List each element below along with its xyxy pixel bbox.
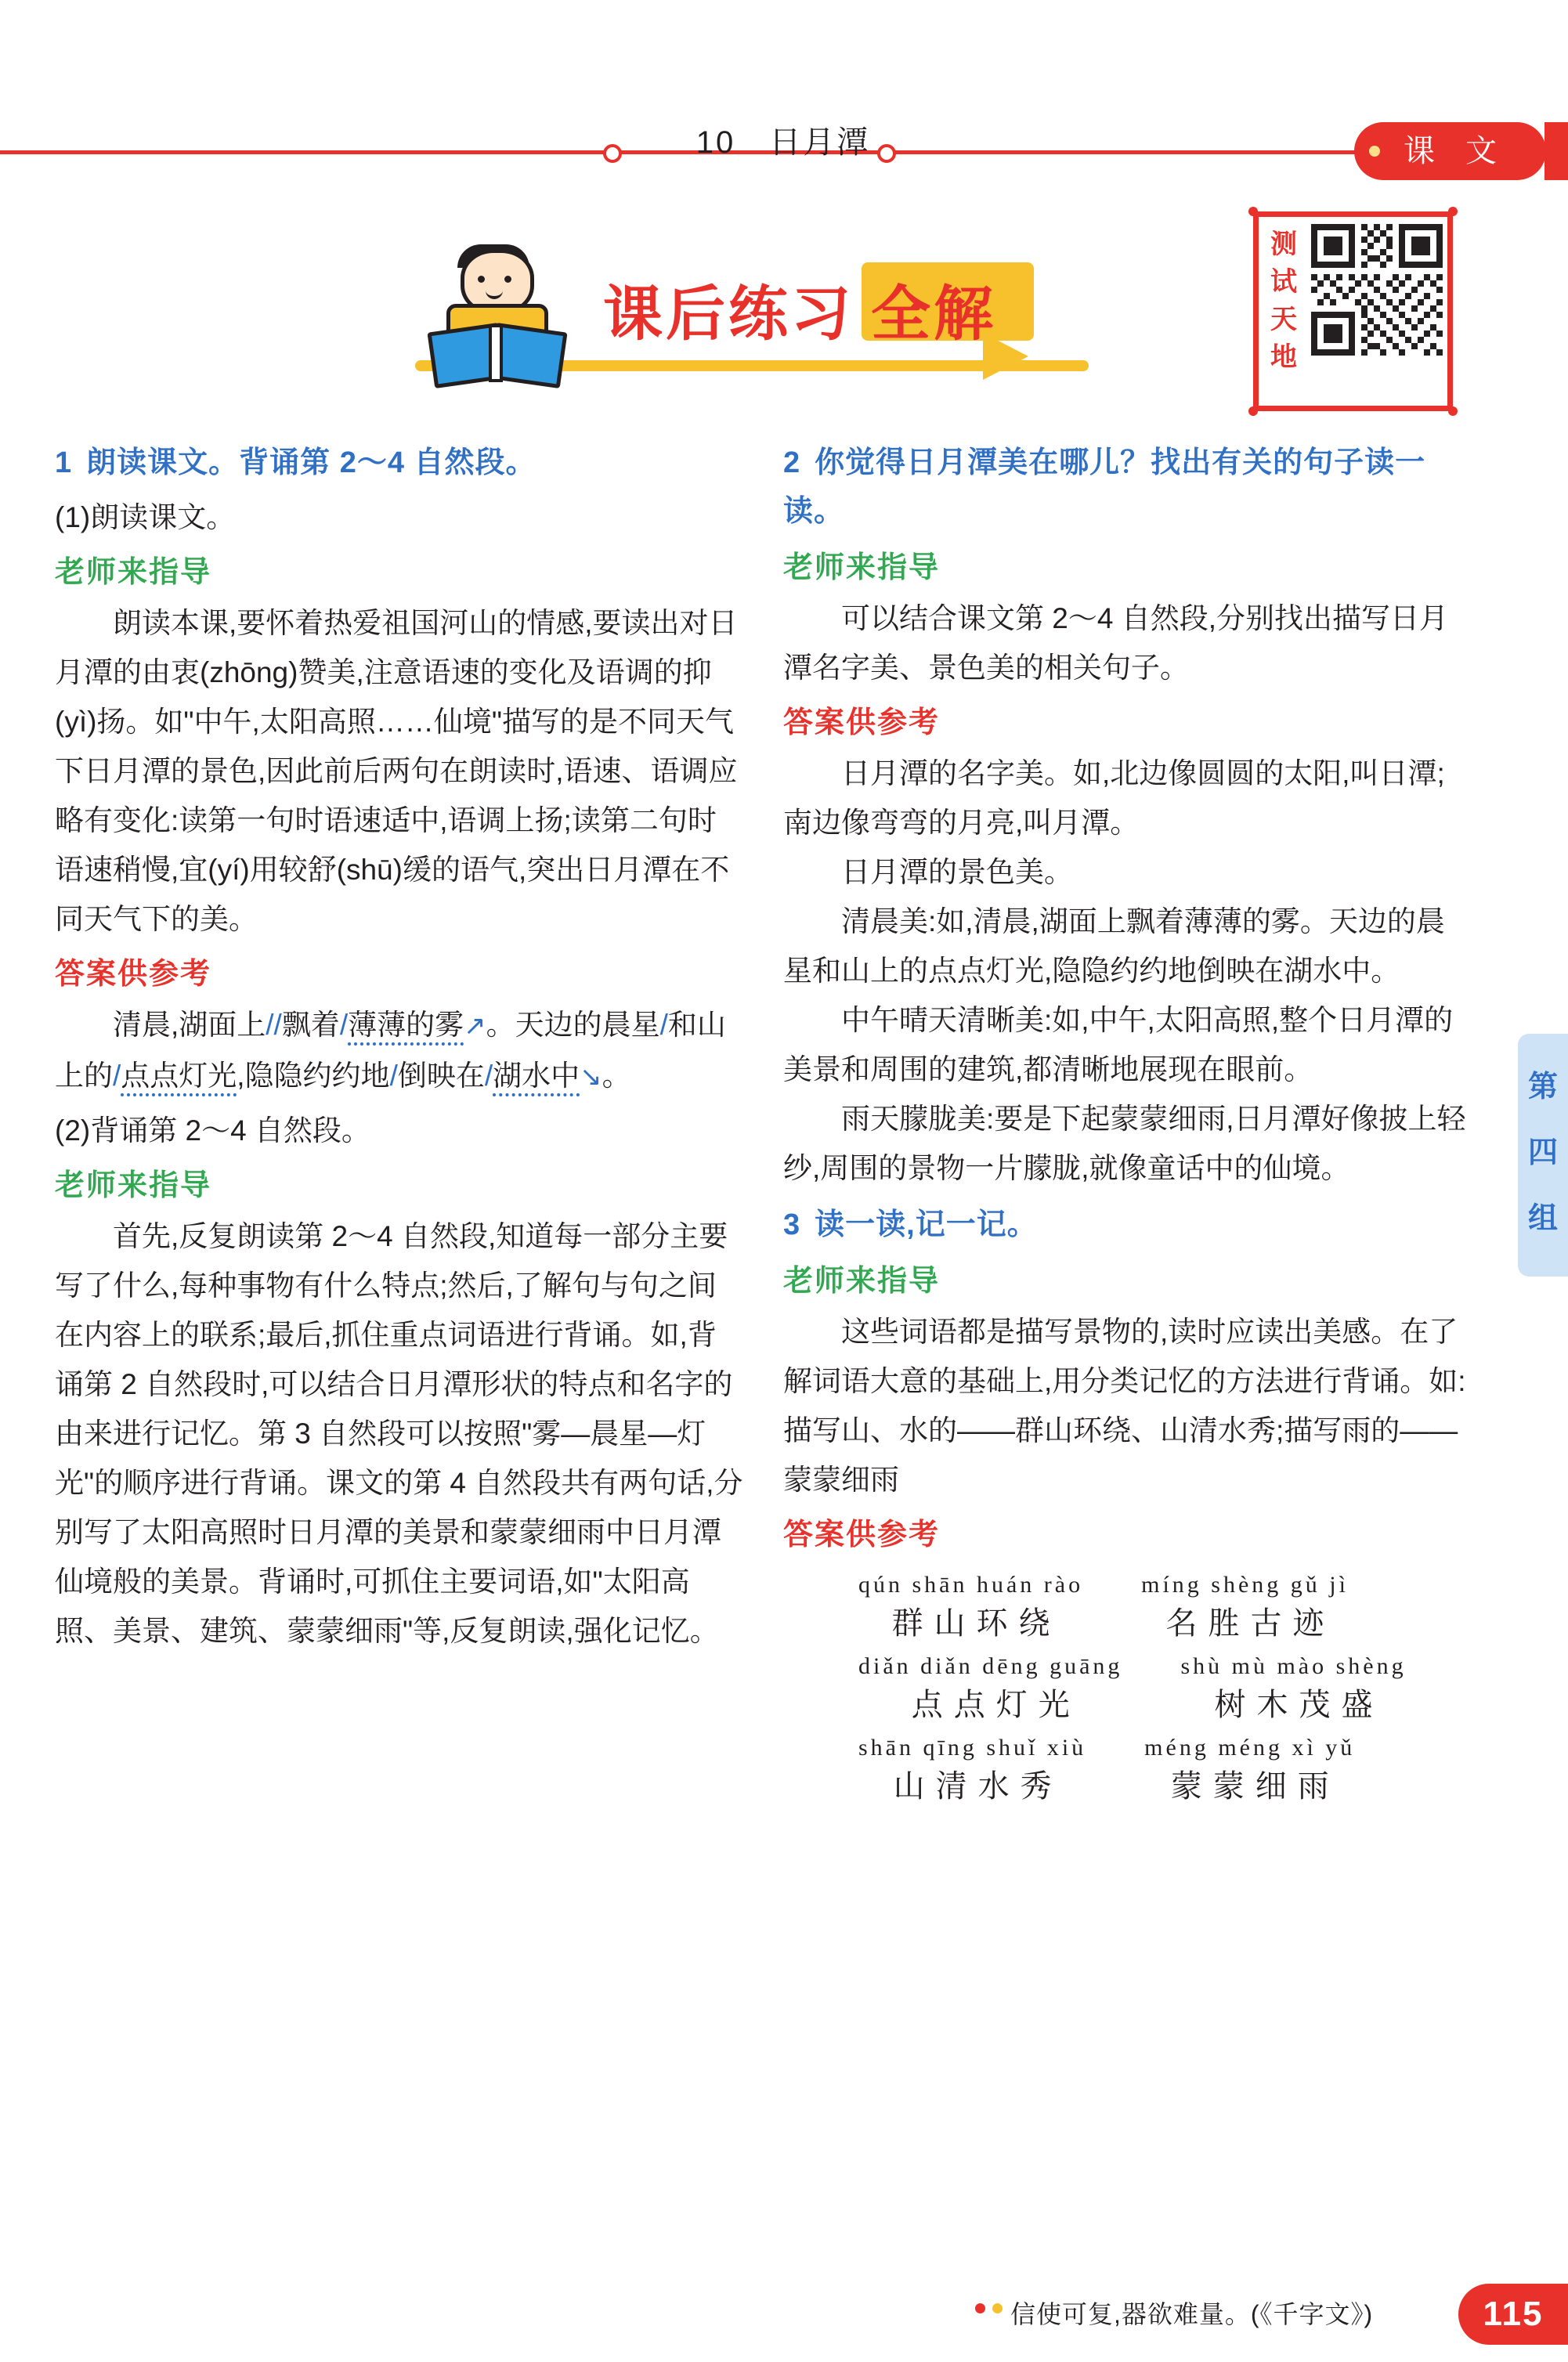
reading-text: 。天边的晨星 — [486, 1009, 660, 1041]
teacher-guide-tag-2: 老师来指导 — [55, 1169, 212, 1202]
left-column — [55, 439, 744, 1656]
pinyin-word-row — [858, 1732, 1472, 1808]
pinyin-text: diǎn diǎn dēng guāng — [858, 1653, 1123, 1679]
reading-pause-slash: // — [266, 1009, 282, 1041]
answer-reference-tag-q2: 答案供参考 — [783, 706, 941, 739]
banner-title-highlight: 全解 — [871, 282, 996, 348]
intonation-arrow-icon: ↗ — [464, 1011, 486, 1041]
teacher-guide-tag-q3: 老师来指导 — [783, 1265, 941, 1298]
footer-quote: 信使可复,器欲难量。(《千字文》) — [1010, 2300, 1374, 2328]
pinyin-word-row — [858, 1569, 1472, 1645]
reading-text: 飘着 — [281, 1009, 340, 1041]
corner-tab-edge — [1545, 122, 1568, 180]
reading-boy-icon — [423, 243, 564, 384]
answer-reference-tag: 答案供参考 — [55, 958, 212, 991]
hanzi-text: 群山环绕 — [891, 1606, 1061, 1641]
answer-paragraph-5: 雨天朦胧美:要是下起蒙蒙细雨,日月潭好像披上轻纱,周围的景物一片朦胧,就像童话中的仙境。 — [783, 1103, 1466, 1184]
intonation-arrow-icon: ↘ — [580, 1062, 602, 1092]
teacher-guide-tag: 老师来指导 — [55, 556, 212, 589]
pinyin-word-item — [1141, 1569, 1349, 1645]
question-3-title: 读一读,记一记。 — [815, 1208, 1038, 1241]
qr-code-stamp[interactable] — [1253, 211, 1453, 411]
question-3-heading — [783, 1201, 1472, 1249]
emphasis-dotted-word: 湖水中 — [493, 1060, 580, 1096]
teacher-guide-text: 朗读本课,要怀着热爱祖国河山的情感,要读出对日月潭的由衷(zhōng)赞美,注意语速的变化及语调的抑(yì)扬。如"中午,太阳高照……仙境"描写的是不同天气下日月潭的景色,因此前后两句在朗读时,语速、语调应略有变化:读第一句时语速适中,语调上扬;读第二句时语速稍慢,宜(yí)用较舒(shū)缓的语气,突出日月潭在不同天气下的美。 — [55, 607, 738, 935]
reading-text: 。 — [602, 1060, 631, 1092]
reading-text: 和山上的 — [55, 1009, 726, 1092]
corner-tab-dot-icon — [1369, 146, 1380, 157]
reading-pause-slash: / — [113, 1060, 121, 1092]
banner-title: 课后练习 — [603, 282, 854, 348]
reading-pause-slash: / — [389, 1060, 398, 1092]
pinyin-word-row — [858, 1650, 1472, 1727]
banner-arrow-icon — [983, 333, 1028, 380]
pinyin-word-list — [783, 1569, 1472, 1808]
pinyin-text: méng méng xì yǔ — [1144, 1735, 1356, 1761]
qr-code-icon — [1311, 224, 1443, 356]
question-3-number: 3 — [783, 1208, 801, 1241]
reading-text: 清晨,湖面上 — [113, 1009, 266, 1041]
pinyin-text: míng shèng gǔ jì — [1141, 1572, 1349, 1598]
corner-tab-label: 课 文 — [1354, 122, 1546, 180]
answer-paragraph-4: 中午晴天清晰美:如,中午,太阳高照,整个日月潭的美景和周围的建筑,都清晰地展现在眼前。 — [783, 1004, 1454, 1085]
answer-paragraph-1: 日月潭的名字美。如,北边像圆圆的太阳,叫日潭;南边像弯弯的月亮,叫月潭。 — [783, 757, 1445, 839]
teacher-guide-text-q2: 可以结合课文第 2～4 自然段,分别找出描写日月潭名字美、景色美的相关句子。 — [783, 602, 1448, 684]
hanzi-text: 树木茂盛 — [1214, 1688, 1384, 1722]
answer-reference-tag-q3: 答案供参考 — [783, 1519, 941, 1551]
hanzi-text: 名胜古迹 — [1165, 1606, 1335, 1641]
qr-label: 测试天地 — [1270, 229, 1297, 372]
pinyin-word-item — [858, 1732, 1086, 1808]
page-number: 115 — [1458, 2284, 1568, 2345]
qr-corner-dot-icon — [1448, 207, 1458, 216]
hanzi-text: 点点灯光 — [911, 1688, 1081, 1722]
reading-pause-slash: / — [659, 1009, 668, 1041]
unit-side-tab — [1518, 1034, 1568, 1277]
hanzi-text: 蒙蒙细雨 — [1170, 1769, 1340, 1804]
answer-paragraph-2: 日月潭的景色美。 — [841, 856, 1073, 888]
question-1-part2-label: (2)背诵第 2～4 自然段。 — [55, 1114, 370, 1147]
question-2-title: 你觉得日月潭美在哪儿？找出有关的句子读一读。 — [783, 446, 1426, 528]
qr-corner-dot-icon — [1248, 406, 1258, 416]
teacher-guide-tag-q2: 老师来指导 — [783, 551, 941, 584]
page-header — [0, 117, 1568, 172]
pinyin-word-item — [1144, 1732, 1355, 1808]
question-1-number: 1 — [55, 446, 73, 479]
emphasis-dotted-word: 薄薄的雾 — [348, 1009, 464, 1046]
pinyin-word-item — [1180, 1650, 1406, 1727]
question-2-number: 2 — [783, 446, 801, 479]
pinyin-word-item — [858, 1569, 1083, 1645]
answer-paragraph-3: 清晨美:如,清晨,湖面上飘着薄薄的雾。天边的晨星和山上的点点灯光,隐隐约约地倒映在湖水中。 — [783, 905, 1445, 987]
hanzi-text: 山清水秀 — [893, 1769, 1063, 1804]
pinyin-text: shù mù mào shèng — [1180, 1653, 1407, 1679]
question-1-heading — [55, 439, 744, 487]
answer-reading-marks-text — [55, 1000, 744, 1102]
qr-corner-dot-icon — [1448, 406, 1458, 416]
teacher-guide-text-q3: 这些词语都是描写景物的,读时应读出美感。在了解词语大意的基础上,用分类记忆的方法进行背诵。如:描写山、水的——群山环绕、山清水秀;描写雨的——蒙蒙细雨 — [783, 1316, 1466, 1496]
pinyin-text: qún shān huán rào — [858, 1572, 1084, 1598]
question-1-title: 朗读课文。背诵第 2～4 自然段。 — [86, 446, 537, 479]
right-column — [783, 439, 1472, 1813]
qr-corner-dot-icon — [1248, 207, 1258, 216]
teacher-guide-text-2: 首先,反复朗读第 2～4 自然段,知道每一部分主要写了什么,每种事物有什么特点;然后,了解句与句之间在内容上的联系;最后,抓住重点词语进行背诵。如,背诵第 2 自然段时,可以结合日月潭形状的特点和名字的由来进行记忆。第 3 自然段可以按照"雾—晨星—灯光"的顺序进行背诵。课文的第 4 自然段共有两句话,分别写了太阳高照时日月潭的美景和蒙蒙细雨中日月潭仙境般的美景。背诵时,可抓住主要词语,如"太阳高照、美景、建筑、蒙蒙细雨"等,反复朗读,强化记忆。 — [55, 1220, 743, 1647]
reading-text: 倒映在 — [397, 1060, 485, 1092]
reading-pause-slash: / — [339, 1009, 349, 1041]
unit-side-tab-label: 第四组 — [1527, 1071, 1558, 1235]
emphasis-dotted-word: 点点灯光 — [121, 1060, 237, 1096]
page-footer — [0, 2260, 1568, 2362]
pinyin-text: shān qīng shuǐ xiù — [858, 1735, 1087, 1761]
reading-text: ,隐隐约约地 — [237, 1060, 390, 1092]
pinyin-word-item — [858, 1650, 1122, 1727]
question-2-heading — [783, 439, 1472, 536]
question-1-part1-label: (1)朗读课文。 — [55, 501, 236, 533]
reading-pause-slash: / — [484, 1060, 493, 1092]
lesson-title: 10 日月潭 — [695, 125, 871, 160]
